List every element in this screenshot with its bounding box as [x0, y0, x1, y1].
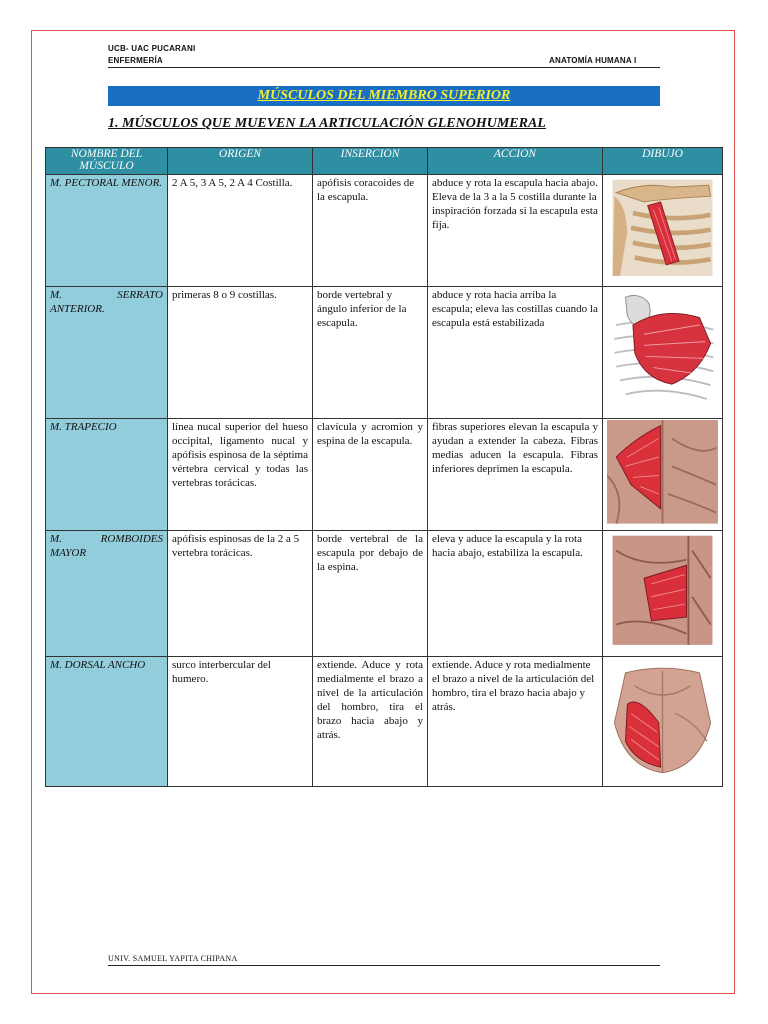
title-bar: [108, 86, 660, 106]
muscle-name: M. TRAPECIO: [46, 419, 168, 531]
rhomboid-major-illustration: [607, 532, 718, 649]
table-row: [46, 531, 723, 657]
muscle-name: M. PECTORAL MENOR.: [46, 175, 168, 287]
footer-rule: [108, 965, 660, 966]
section-title: 1. MÚSCULOS QUE MUEVEN LA ARTICULACIÓN GLENOHUMERAL: [108, 116, 546, 131]
muscle-origin: línea nucal superior del hueso occipital, ligamento nucal y apófisis espinosa de la séptima vértebra cervical y todas las vertebras torácicas.: [168, 419, 313, 531]
latissimus-dorsi-illustration: [607, 658, 718, 778]
muscle-action: extiende. Aduce y rota medialmente el brazo a nivel de la articulación del hombro, tira el brazo hacia abajo y atrás.: [428, 657, 603, 787]
muscle-action: fibras superiores elevan la escapula y ayudan a extender la cabeza. Fibras medias aducen la escapula. Fibras inferiores deprimen la escapula.: [428, 419, 603, 531]
muscle-insertion: extiende. Aduce y rota medialmente el brazo a nivel de la articulación del hombro, tira el brazo hacia abajo y atrás.: [313, 657, 428, 787]
table-row: [46, 419, 723, 531]
header-rule: [108, 67, 660, 68]
page-title: MÚSCULOS DEL MIEMBRO SUPERIOR: [257, 88, 511, 103]
header-drawing: DIBUJO: [603, 148, 723, 175]
muscle-name: M. DORSAL ANCHO: [46, 657, 168, 787]
header-institution: UCB- UAC PUCARANI: [108, 44, 196, 53]
muscle-insertion: apófisis coracoides de la escapula.: [313, 175, 428, 287]
table-row: [46, 175, 723, 287]
footer-author: UNIV. SAMUEL YAPITA CHIPANA: [108, 954, 238, 963]
header-action: ACCIÓN: [428, 148, 603, 175]
table-header-row: [46, 148, 723, 175]
header-department: ENFERMERÍA: [108, 56, 163, 65]
header-insertion: INSERCIÓN: [313, 148, 428, 175]
muscle-insertion: clavícula y acromion y espina de la escapula.: [313, 419, 428, 531]
table-row: [46, 657, 723, 787]
pectoral-minor-illustration: [607, 176, 718, 280]
muscle-action: eleva y aduce la escapula y la rota hacia abajo, estabiliza la escapula.: [428, 531, 603, 657]
muscle-origin: 2 A 5, 3 A 5, 2 A 4 Costilla.: [168, 175, 313, 287]
trapezius-illustration: [607, 420, 718, 524]
pectoral-minor-drawing: [603, 175, 723, 287]
muscle-table: [45, 147, 723, 787]
muscle-insertion: borde vertebral de la escapula por debajo de la espina.: [313, 531, 428, 657]
rhomboid-major-drawing: [603, 531, 723, 657]
serratus-anterior-illustration: [607, 288, 718, 410]
latissimus-dorsi-drawing: [603, 657, 723, 787]
muscle-action: abduce y rota hacia arriba la escapula; eleva las costillas cuando la escapula está estabilizada: [428, 287, 603, 419]
muscle-name: M. ROMBOIDES MAYOR: [46, 531, 168, 657]
muscle-origin: apófisis espinosas de la 2 a 5 vertebra torácicas.: [168, 531, 313, 657]
table-row: [46, 287, 723, 419]
muscle-origin: primeras 8 o 9 costillas.: [168, 287, 313, 419]
header-origin: ORIGEN: [168, 148, 313, 175]
header-name: NOMBRE DEL MÚSCULO: [46, 148, 168, 175]
muscle-insertion: borde vertebral y ángulo inferior de la escapula.: [313, 287, 428, 419]
muscle-name: M. SERRATO ANTERIOR.: [46, 287, 168, 419]
muscle-origin: surco interbercular del humero.: [168, 657, 313, 787]
serratus-anterior-drawing: [603, 287, 723, 419]
trapezius-drawing: [603, 419, 723, 531]
header-course: ANATOMÍA HUMANA I: [549, 56, 637, 65]
muscle-action: abduce y rota la escapula hacia abajo. Eleva de la 3 a la 5 costilla durante la inspiración forzada si la escapula esta fija.: [428, 175, 603, 287]
